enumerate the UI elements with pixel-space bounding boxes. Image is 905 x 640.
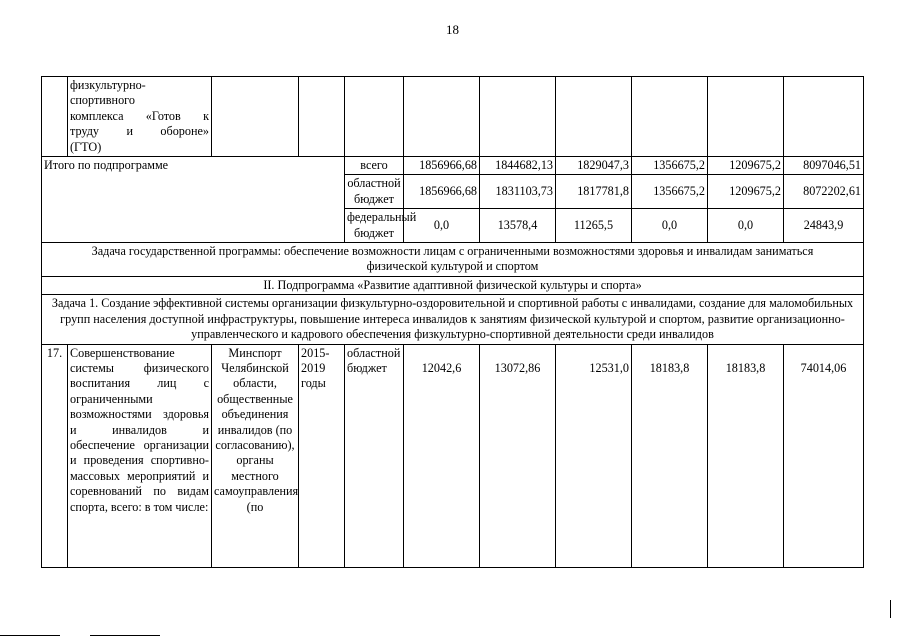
value-cell: 1856966,68 xyxy=(404,157,480,175)
value-cell: 13578,4 xyxy=(480,209,556,243)
source-federal: федеральный бюджет xyxy=(345,209,404,243)
value-cell: 18183,8 xyxy=(708,344,784,567)
total-row-all xyxy=(42,157,864,175)
value-cell: 0,0 xyxy=(404,209,480,243)
value-cell: 1356675,2 xyxy=(632,175,708,209)
budget-table xyxy=(41,76,864,568)
source-regional: областной бюджет xyxy=(345,175,404,209)
item-source: областной бюджет xyxy=(345,344,404,567)
value-cell: 11265,5 xyxy=(556,209,632,243)
task-1-text: Задача 1. Создание эффективной системы организации физкультурно-оздоровительной и спортивной работы с инвалидами, создание для маломобильных групп населения доступной инфраструктуры, повышение интереса инвалидов к занятиям физической культурой и спортом, развитие организационно-управленческого и кадрового обеспечения физкультурно-спортивной деятельности среди инвалидов xyxy=(42,295,864,344)
scan-line xyxy=(0,635,60,636)
subprogram-total-label: Итого по подпрограмме xyxy=(42,157,345,243)
item-number: 17. xyxy=(42,344,68,567)
value-cell: 8097046,51 xyxy=(784,157,864,175)
state-task-text: Задача государственной программы: обеспечение возможности лицам с ограниченными возможностями здоровья и инвалидам заниматься физической культурой и спортом xyxy=(42,243,864,277)
scan-line xyxy=(890,600,891,618)
value-cell: 12042,6 xyxy=(404,344,480,567)
value-cell: 12531,0 xyxy=(556,344,632,567)
subprogram-title-row xyxy=(42,276,864,294)
state-task-row xyxy=(42,243,864,277)
page-number: 18 xyxy=(446,22,459,37)
value-cell: 1817781,8 xyxy=(556,175,632,209)
item-period: 2015-2019 годы xyxy=(299,344,345,567)
table-row-gto xyxy=(42,77,864,157)
scan-line xyxy=(90,635,160,636)
value-cell: 13072,86 xyxy=(480,344,556,567)
source-all: всего xyxy=(345,157,404,175)
value-cell: 8072202,61 xyxy=(784,175,864,209)
item-description: Совершенствование системы физического воспитания лиц с ограниченными возможностями здоровья и инвалидов и обеспечение организации и проведения спортивно-массовых мероприятий и соревнований по видам спорта, всего: в том числе: xyxy=(68,344,212,567)
subprogram-title: II. Подпрограмма «Развитие адаптивной физической культуры и спорта» xyxy=(42,276,864,294)
value-cell: 24843,9 xyxy=(784,209,864,243)
value-cell: 0,0 xyxy=(632,209,708,243)
table-row-17 xyxy=(42,344,864,567)
value-cell: 1856966,68 xyxy=(404,175,480,209)
item-executor: Минспорт Челябинской области, общественные объединения инвалидов (по согласованию), органы местного самоуправления (по xyxy=(212,344,299,567)
value-cell: 1209675,2 xyxy=(708,175,784,209)
value-cell: 74014,06 xyxy=(784,344,864,567)
value-cell: 1829047,3 xyxy=(556,157,632,175)
gto-description: физкультурно- спортивного комплекса «Готов к труду и обороне» (ГТО) xyxy=(68,77,212,157)
value-cell: 1831103,73 xyxy=(480,175,556,209)
value-cell: 1356675,2 xyxy=(632,157,708,175)
value-cell: 1844682,13 xyxy=(480,157,556,175)
value-cell: 18183,8 xyxy=(632,344,708,567)
value-cell: 1209675,2 xyxy=(708,157,784,175)
value-cell: 0,0 xyxy=(708,209,784,243)
task-1-row xyxy=(42,295,864,344)
